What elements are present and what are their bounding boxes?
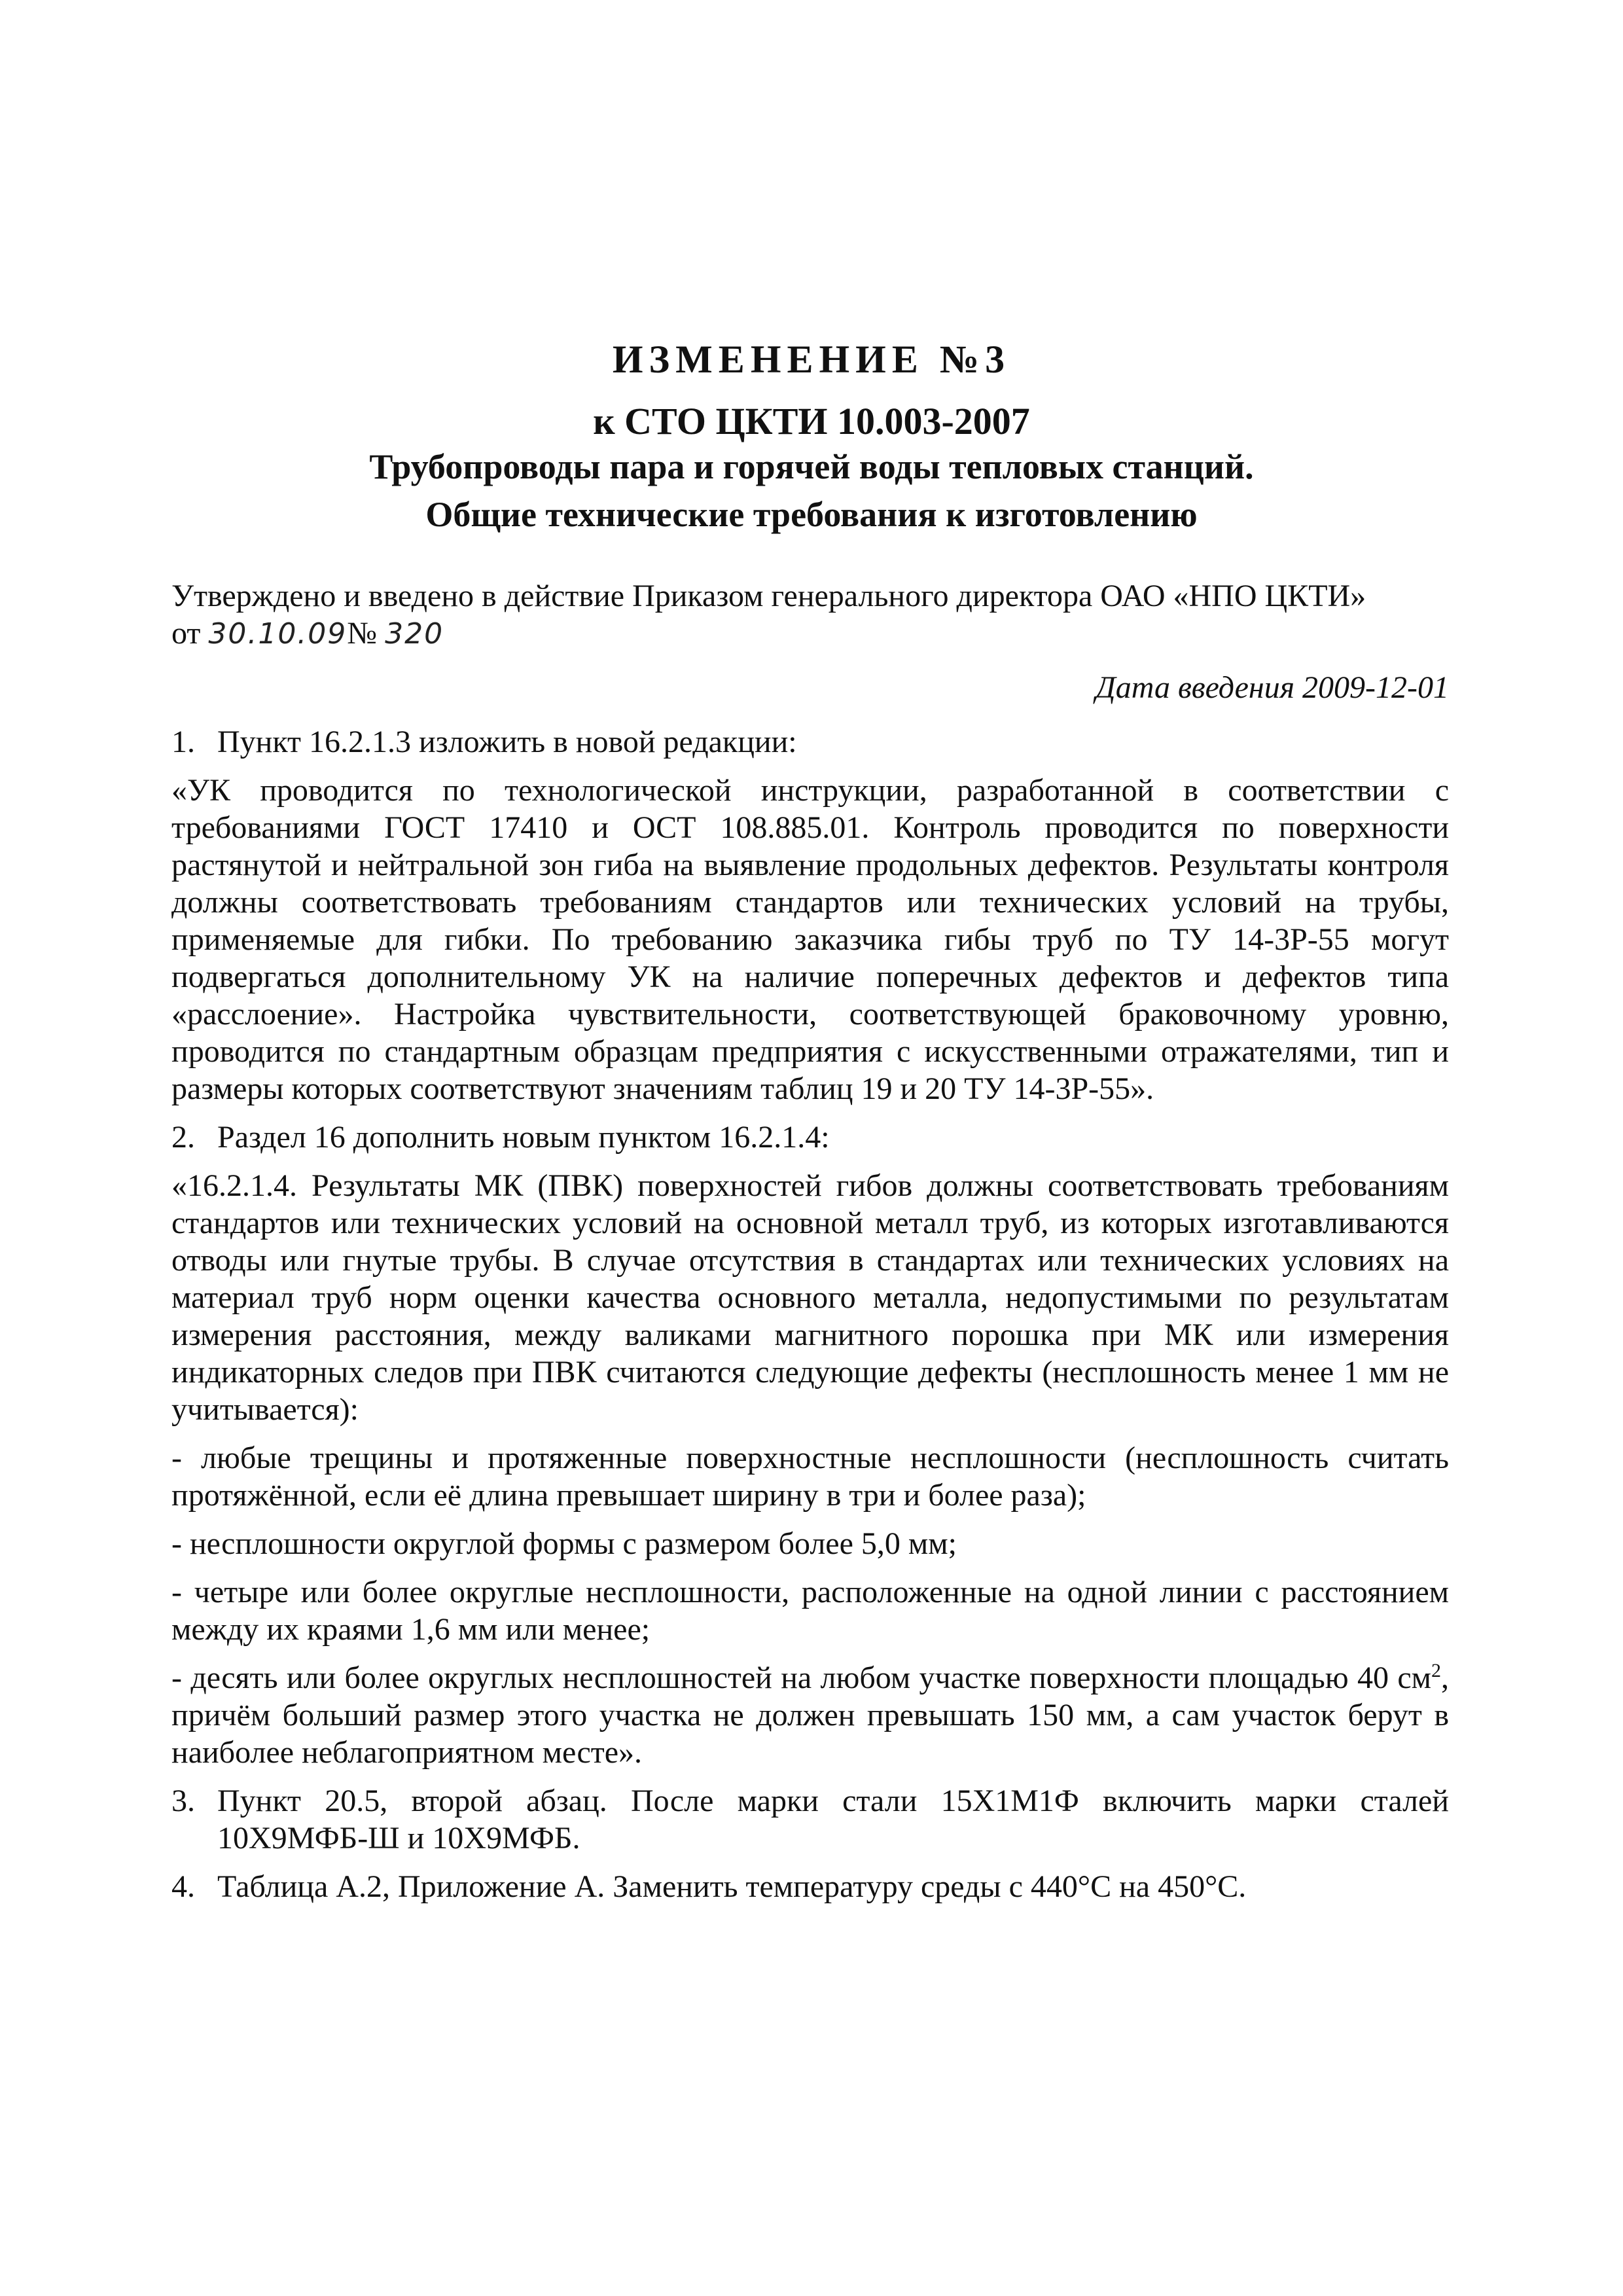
approval-from-prefix: от: [171, 616, 201, 651]
list-item-text: Пункт 20.5, второй абзац. После марки стали 15Х1М1Ф включить марки сталей 10Х9МФБ-Ш и 10Х9МФБ.: [217, 1784, 1449, 1856]
defect-item-2: - несплошности округлой формы с размером более 5,0 мм;: [171, 1526, 957, 1561]
standard-name-line-1: Трубопроводы пара и горячей воды тепловых станций.: [369, 447, 1254, 486]
list-item-text: Раздел 16 дополнить новым пунктом 16.2.1.4:: [217, 1120, 830, 1155]
document-title: ИЗМЕНЕНИЕ №3: [612, 338, 1011, 381]
list-item-number: 3.: [171, 1784, 195, 1818]
handwritten-order-number: 320: [385, 617, 444, 651]
standard-name-line-2: Общие технические требования к изготовлению: [425, 495, 1198, 534]
approval-order-line: [171, 615, 1449, 653]
approval-text: Утверждено и введено в действие Приказом генерального директора ОАО «НПО ЦКТИ»: [171, 579, 1366, 613]
defect-item-1: - любые трещины и протяженные поверхностные несплошности (несплошность считать протяжённой, если её длина превышает ширину в три и более раза);: [171, 1441, 1449, 1513]
standard-reference: к СТО ЦКТИ 10.003-2007: [593, 400, 1030, 442]
list-item-number: 2.: [171, 1120, 195, 1155]
introduction-date: Дата введения 2009-12-01: [1096, 670, 1449, 705]
list-item-number: 1.: [171, 725, 195, 759]
defect-item-3: - четыре или более округлые несплошности, расположенные на одной линии с расстоянием между их краями 1,6 мм или менее;: [171, 1575, 1449, 1647]
order-number-sign: №: [347, 616, 378, 651]
list-item-4: [171, 1868, 1449, 1905]
approval-block: [171, 577, 1449, 653]
quoted-paragraph-1: «УК проводится по технологической инструкции, разработанной в соответствии с требованиями ГОСТ 17410 и ОСТ 108.885.01. Контроль проводится по поверхности растянутой и нейтральной зон гиба на выявление продольных дефектов. Результаты контроля должны соответствовать требованиям стандартов или технических условий на трубы, применяемые для гибки. По требованию заказчика гибы труб по ТУ 14-3Р-55 могут подвергаться дополнительному УК на наличие поперечных дефектов и дефектов типа «расслоение». Настройка чувствительности, соответствующей браковочному уровню, проводится по стандартным образцам предприятия с искусственными отражателями, тип и размеры которых соответствуют значениям таблиц 19 и 20 ТУ 14-3Р-55».: [171, 773, 1449, 1106]
list-item-text: Пункт 16.2.1.3 изложить в новой редакции:: [217, 725, 797, 759]
list-item-2: [171, 1119, 1449, 1156]
list-item-number: 4.: [171, 1869, 195, 1904]
list-item-1: [171, 723, 1449, 761]
defect-item-4-text: - десять или более округлых несплошностей на любом участке поверхности площадью 40 см: [171, 1660, 1431, 1695]
list-item-3: [171, 1782, 1449, 1857]
list-item-text: Таблица А.2, Приложение А. Заменить температуру среды с 440°С на 450°С.: [217, 1869, 1247, 1904]
handwritten-date: 30.10.09: [208, 617, 348, 651]
superscript-exponent: 2: [1431, 1660, 1441, 1681]
defect-item-4-text-end: , причём больший размер этого участка не должен превышать 150 мм, а сам участок берут в наиболее неблагоприятном месте».: [171, 1660, 1449, 1770]
quoted-paragraph-2: «16.2.1.4. Результаты МК (ПВК) поверхностей гибов должны соответствовать требованиям стандартов или технических условий на основной металл труб, из которых изготавливаются отводы или гнутые трубы. В случае отсутствия в стандартах или технических условиях на материал труб норм оценки качества основного металла, недопустимыми по результатам измерения расстояния, между валиками магнитного порошка при МК или измерения индикаторных следов при ПВК считаются следующие дефекты (несплошность менее 1 мм не учитывается):: [171, 1168, 1449, 1427]
defect-item-4: [171, 1659, 1449, 1771]
document-body: [171, 723, 1449, 1916]
